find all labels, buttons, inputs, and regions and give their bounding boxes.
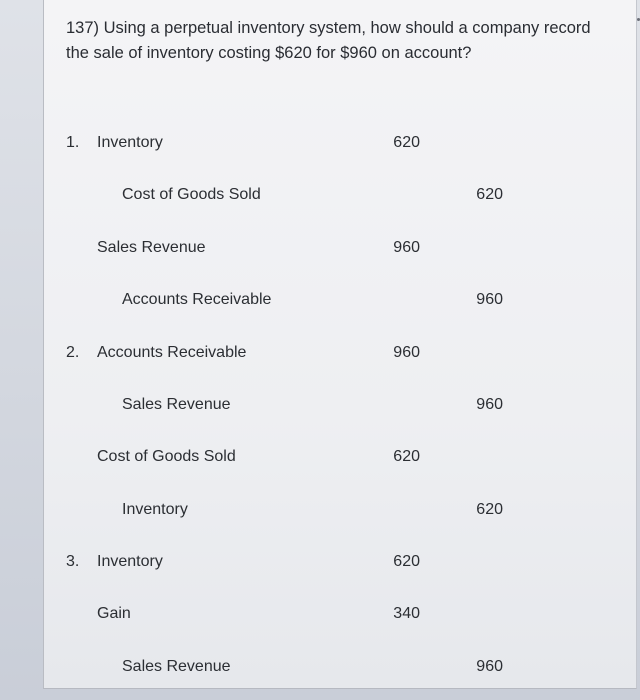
debit-amount: 620: [393, 134, 420, 151]
debit-amount: 620: [393, 553, 420, 570]
option-2-row-4: [0, 501, 640, 525]
debit-account: Sales Revenue: [97, 239, 206, 256]
debit-account: Accounts Receivable: [97, 344, 247, 361]
debit-amount: 340: [393, 605, 420, 622]
option-2-row-2: [0, 396, 640, 420]
option-1-row-2: [0, 186, 640, 210]
credit-amount: 620: [476, 186, 503, 203]
option-number: 3.: [66, 553, 80, 570]
option-number: 1.: [66, 134, 80, 151]
credit-amount: 620: [476, 501, 503, 518]
credit-account: Cost of Goods Sold: [122, 186, 261, 203]
option-1-row-1[interactable]: [0, 134, 640, 158]
credit-amount: 960: [476, 658, 503, 675]
credit-account: Sales Revenue: [122, 396, 231, 413]
debit-account: Inventory: [97, 553, 163, 570]
option-2-row-1[interactable]: [0, 344, 640, 368]
option-1-row-3: [0, 239, 640, 263]
option-1-row-4: [0, 291, 640, 315]
debit-account: Inventory: [97, 134, 163, 151]
credit-account: Sales Revenue: [122, 658, 231, 675]
credit-account: Inventory: [122, 501, 188, 518]
debit-amount: 620: [393, 448, 420, 465]
question-text: 137) Using a perpetual inventory system, how should a company record the sale of inventory costing $620 for $960 on account?: [66, 19, 591, 62]
option-3-row-1[interactable]: [0, 553, 640, 577]
option-number: 2.: [66, 344, 80, 361]
option-2-row-3: [0, 448, 640, 472]
debit-amount: 960: [393, 344, 420, 361]
option-3-row-3: [0, 658, 640, 682]
credit-amount: 960: [476, 396, 503, 413]
credit-amount: 960: [476, 291, 503, 308]
debit-account: Gain: [97, 605, 131, 622]
option-3-row-2: [0, 605, 640, 629]
debit-amount: 960: [393, 239, 420, 256]
debit-account: Cost of Goods Sold: [97, 448, 236, 465]
credit-account: Accounts Receivable: [122, 291, 272, 308]
